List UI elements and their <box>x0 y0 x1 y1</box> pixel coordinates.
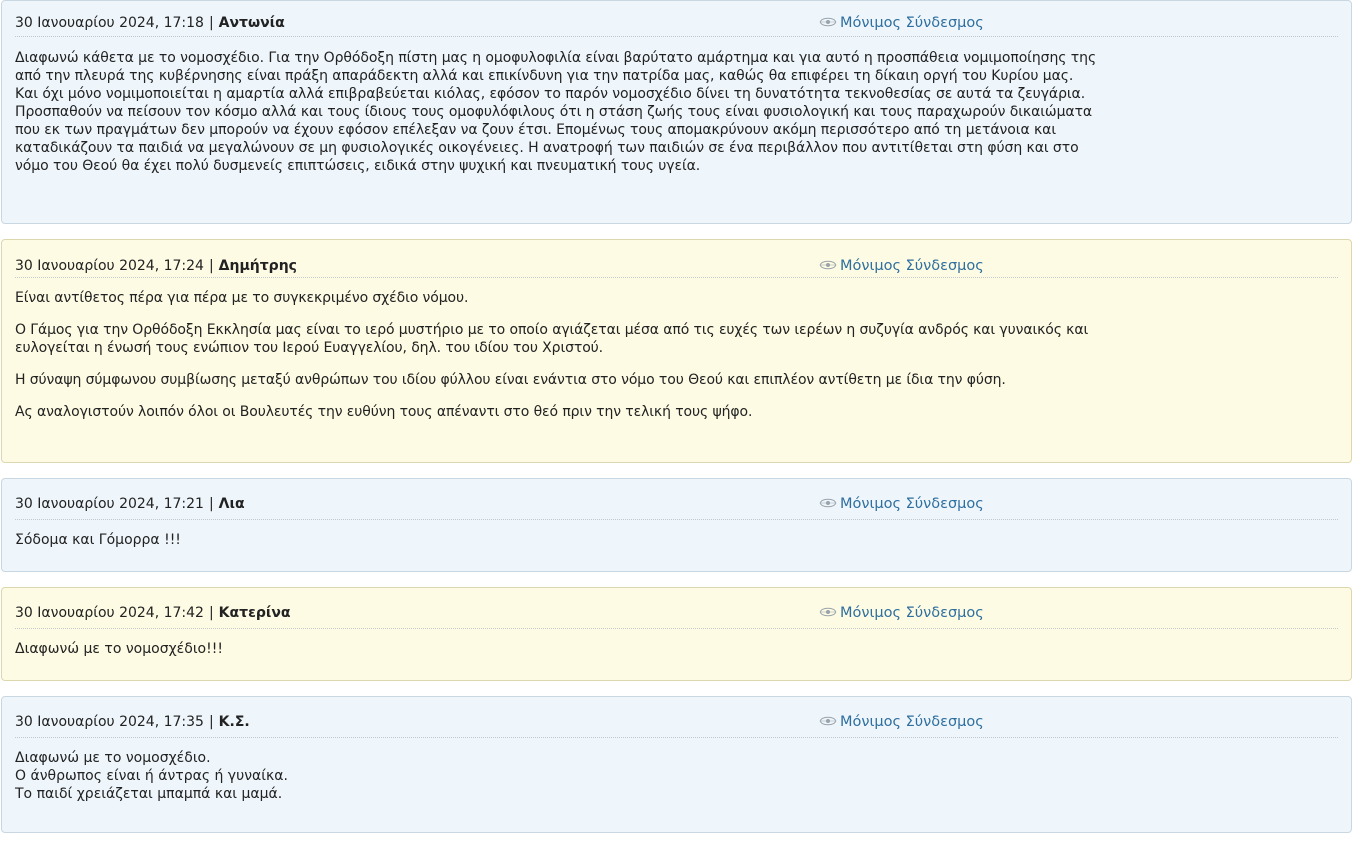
comment-paragraph: Ο Γάμος για την Ορθόδοξη Εκκλησία μας είναι το ιερό μυστήριο με το οποίο αγιάζεται μέσα από τις ευχές των ιερέων η συζυγία ανδρός και γυναικός και ευλογείται η ένωσή τους ενώπιον του Ιερού Ευαγγελίου, δηλ. του ιδίου του Χριστού. <box>15 322 1089 356</box>
eye-link-icon <box>819 716 837 726</box>
permalink-link[interactable] <box>819 15 984 31</box>
permalink-label: Μόνιμος Σύνδεσμος <box>840 605 984 621</box>
comment-header <box>15 588 1338 629</box>
comment-header <box>15 240 1338 278</box>
comment-author: Κ.Σ. <box>218 714 250 730</box>
comment-header <box>15 697 1338 738</box>
comment-date: 30 Ιανουαρίου 2024, 17:42 <box>15 605 204 621</box>
comment-card <box>1 696 1352 833</box>
comment-meta <box>15 15 285 31</box>
permalink-label: Μόνιμος Σύνδεσμος <box>840 496 984 512</box>
comment-card <box>1 0 1352 224</box>
comment-meta <box>15 714 250 730</box>
meta-separator: | <box>208 15 214 31</box>
comment-paragraph: Διαφωνώ με το νομοσχέδιο!!! <box>15 641 223 657</box>
eye-link-icon <box>819 17 837 27</box>
comment-meta <box>15 605 291 621</box>
comment-body <box>15 738 1338 803</box>
eye-link-icon <box>819 498 837 508</box>
comment-paragraph: Είναι αντίθετος πέρα για πέρα με το συγκεκριμένο σχέδιο νόμου. <box>15 290 469 306</box>
meta-separator: | <box>208 605 214 621</box>
meta-separator: | <box>208 258 214 274</box>
comment-header <box>15 1 1338 37</box>
comment-body <box>15 278 1338 421</box>
permalink-label: Μόνιμος Σύνδεσμος <box>840 714 984 730</box>
comment-author: Λια <box>218 496 245 512</box>
comment-header <box>15 479 1338 520</box>
comment-body <box>15 520 1338 549</box>
comment-author: Αντωνία <box>218 15 285 31</box>
comment-date: 30 Ιανουαρίου 2024, 17:18 <box>15 15 204 31</box>
comment-card <box>1 239 1352 463</box>
comment-author: Δημήτρης <box>218 258 297 274</box>
permalink-label: Μόνιμος Σύνδεσμος <box>840 258 984 274</box>
comment-paragraph: Η σύναψη σύμφωνου συμβίωσης μεταξύ ανθρώπων του ιδίου φύλλου είναι ενάντια στο νόμο του Θεού και επιπλέον αντίθετη με ίδια την φύση. <box>15 372 1006 388</box>
comment-paragraph: Ας αναλογιστούν λοιπόν όλοι οι Βουλευτές την ευθύνη τους απέναντι στο θεό πριν την τελική τους ψήφο. <box>15 404 753 420</box>
comment-date: 30 Ιανουαρίου 2024, 17:21 <box>15 496 204 512</box>
comment-meta <box>15 496 245 512</box>
eye-link-icon <box>819 607 837 617</box>
comment-date: 30 Ιανουαρίου 2024, 17:24 <box>15 258 204 274</box>
meta-separator: | <box>208 496 214 512</box>
permalink-link[interactable] <box>819 605 984 621</box>
comment-paragraph: Διαφωνώ με το νομοσχέδιο. Ο άνθρωπος είναι ή άντρας ή γυναίκα. Το παιδί χρειάζεται μπαμπά και μαμά. <box>15 750 288 802</box>
comment-card <box>1 478 1352 572</box>
comment-date: 30 Ιανουαρίου 2024, 17:35 <box>15 714 204 730</box>
comment-paragraph: Διαφωνώ κάθετα με το νομοσχέδιο. Για την Ορθόδοξη πίστη μας η ομοφυλοφιλία είναι βαρύτατο αμάρτημα και για αυτό η προσπάθεια νομιμοποίησης της από την πλευρά της κυβέρνησης είναι πράξη απαράδεκτη αλλά και επικίνδυνη για την πατρίδα μας, καθώς θα επιφέρει τη δίκαιη οργή του Κυρίου μας. Και όχι μόνο νομιμοποιείται η αμαρτία αλλά επιβραβεύεται κιόλας, εφόσον το παρόν νομοσχέδιο δίνει τη δυνατότητα τεκνοθεσίας σε αυτά τα ζευγάρια. Προσπαθούν να πείσουν τον κόσμο αλλά και τους ίδιους τους ομοφυλόφιλους ότι η στάση ζωής τους είναι φυσιολογική και τους παραχωρούν δικαιώματα που εκ των πραγμάτων δεν μπορούν να έχουν εφόσον επέλεξαν να ζουν έτσι. Επομένως τους απομακρύνουν ακόμη περισσότερο από τη μετάνοια και καταδικάζουν τα παιδιά να μεγαλώνουν σε μη φυσιολογικές οικογένειες. Η ανατροφή των παιδιών σε ένα περιβάλλον που αντιτίθεται στη φύση και στο νόμο του Θεού θα έχει πολύ δυσμενείς επιπτώσεις, ειδικά στην ψυχική και πνευματική τους υγεία. <box>15 50 1097 174</box>
permalink-link[interactable] <box>819 714 984 730</box>
comment-body <box>15 37 1338 175</box>
comment-author: Κατερίνα <box>218 605 291 621</box>
permalink-link[interactable] <box>819 496 984 512</box>
comment-meta <box>15 258 297 274</box>
eye-link-icon <box>819 260 837 270</box>
comment-body <box>15 629 1338 658</box>
permalink-label: Μόνιμος Σύνδεσμος <box>840 15 984 31</box>
meta-separator: | <box>208 714 214 730</box>
comment-paragraph: Σόδομα και Γόμορρα !!! <box>15 532 181 548</box>
permalink-link[interactable] <box>819 258 984 274</box>
comment-card <box>1 587 1352 681</box>
